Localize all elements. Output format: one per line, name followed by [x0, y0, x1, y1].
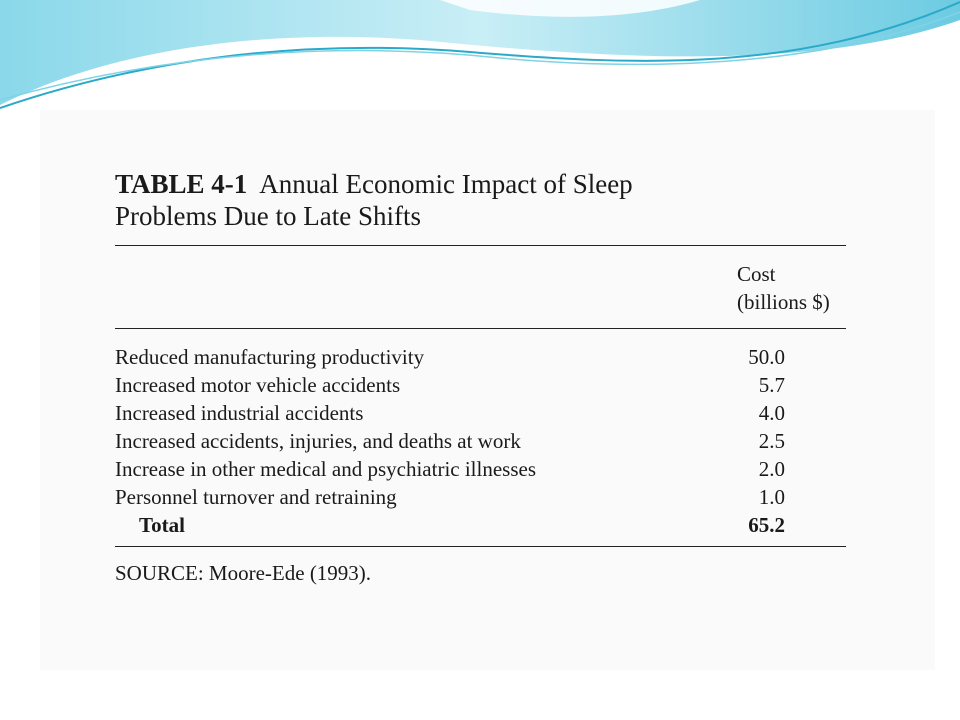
decorative-wave-banner [0, 0, 960, 120]
row-value: 2.5 [758, 429, 785, 453]
table-source-note: SOURCE: Moore-Ede (1993). [115, 561, 372, 585]
table-row [115, 343, 846, 371]
row-value: 2.0 [758, 457, 785, 481]
row-value: 5.7 [758, 373, 785, 397]
table-row [115, 427, 846, 455]
row-label: Reduced manufacturing productivity [115, 345, 425, 369]
table-row [115, 455, 846, 483]
total-value: 65.2 [748, 513, 785, 537]
total-label: Total [139, 513, 185, 537]
cost-column-header [737, 260, 830, 316]
row-value: 50.0 [748, 345, 785, 369]
row-value: 1.0 [758, 485, 785, 509]
table-title-line-2: Problems Due to Late Shifts [115, 201, 421, 231]
table-row [115, 399, 846, 427]
row-label: Increased industrial accidents [115, 401, 364, 425]
cost-header-line-2: (billions $) [737, 290, 830, 314]
row-label: Increased motor vehicle accidents [115, 373, 401, 397]
table-title-line-1 [115, 168, 846, 200]
table-number: TABLE 4-1 [115, 169, 248, 199]
table-body [115, 329, 846, 539]
row-value: 4.0 [758, 401, 785, 425]
table-rule-bottom [115, 546, 846, 547]
economic-impact-table [115, 168, 846, 587]
table-total-row [115, 511, 846, 539]
table-row [115, 483, 846, 511]
table-row [115, 371, 846, 399]
column-header-row [115, 246, 846, 328]
row-label: Personnel turnover and retraining [115, 485, 397, 509]
row-label: Increased accidents, injuries, and deaths at work [115, 429, 521, 453]
table-title-text: Annual Economic Impact of Sleep [259, 169, 633, 199]
row-label: Increase in other medical and psychiatric illnesses [115, 457, 537, 481]
cost-header-line-1: Cost [737, 262, 776, 286]
